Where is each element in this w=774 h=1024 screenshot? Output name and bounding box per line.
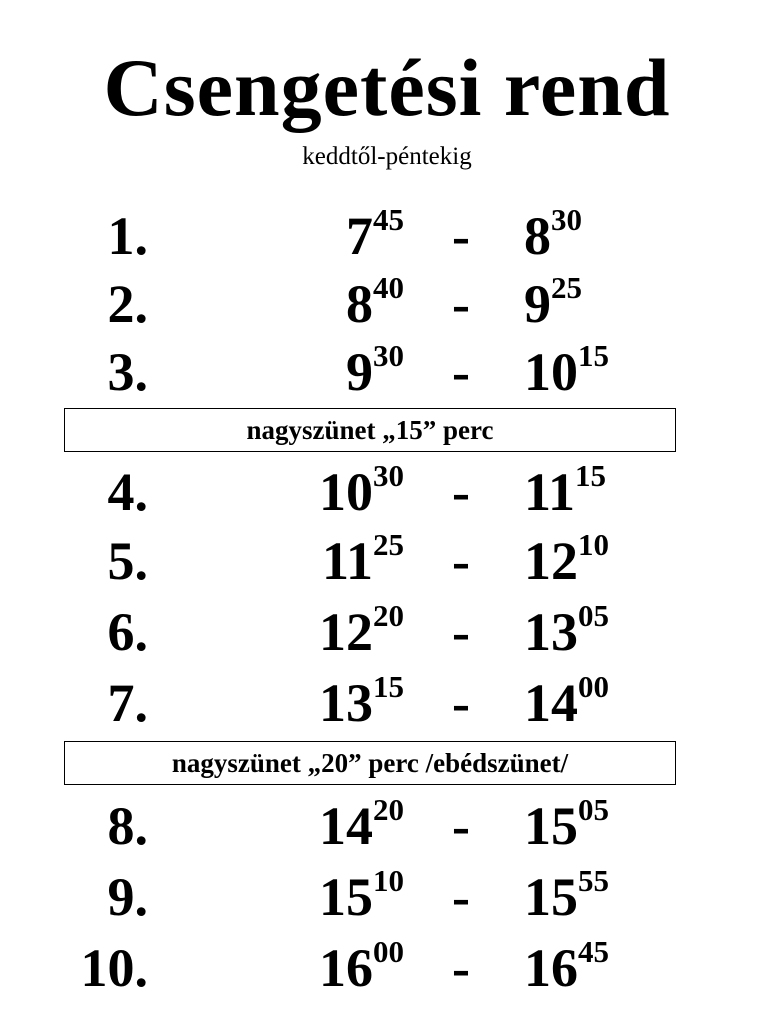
end-time: $15^{55}$ [524, 863, 609, 927]
time-separator: - [452, 602, 470, 662]
schedule-row [0, 337, 774, 407]
end-time: $12^{10}$ [524, 527, 609, 591]
period-number: 5. [107, 531, 148, 591]
start-time: $14^{20}$ [319, 792, 404, 856]
end-time: $13^{05}$ [524, 598, 609, 662]
start-time: $8^{40}$ [346, 270, 404, 334]
schedule-row [0, 526, 774, 596]
time-separator: - [452, 867, 470, 927]
period-number: 2. [107, 274, 148, 334]
break-notice-20-lunch: nagyszünet „20” perc /ebédszünet/ [64, 741, 676, 785]
time-separator: - [452, 531, 470, 591]
end-time: $8^{30}$ [524, 202, 582, 266]
period-number: 3. [107, 342, 148, 402]
period-number: 4. [107, 462, 148, 522]
schedule-row [0, 269, 774, 339]
start-time: $15^{10}$ [319, 863, 404, 927]
schedule-row [0, 457, 774, 527]
period-number: 9. [107, 867, 148, 927]
start-time: $13^{15}$ [319, 669, 404, 733]
page-title: Csengetési rend [103, 42, 671, 133]
period-number: 8. [107, 796, 148, 856]
time-separator: - [452, 673, 470, 733]
start-time: $10^{30}$ [319, 458, 404, 522]
schedule-row [0, 201, 774, 271]
start-time: $7^{45}$ [346, 202, 404, 266]
start-time: $12^{20}$ [319, 598, 404, 662]
time-separator: - [452, 206, 470, 266]
period-number: 1. [107, 206, 148, 266]
schedule-row [0, 597, 774, 667]
start-time: $11^{25}$ [321, 527, 404, 591]
start-time: $16^{00}$ [319, 934, 404, 998]
time-separator: - [452, 796, 470, 856]
start-time: $9^{30}$ [346, 338, 404, 402]
end-time: $11^{15}$ [524, 458, 607, 522]
break-notice-15: nagyszünet „15” perc [64, 408, 676, 452]
time-separator: - [452, 342, 470, 402]
time-separator: - [452, 274, 470, 334]
schedule-row [0, 668, 774, 738]
period-number: 10. [80, 938, 148, 998]
end-time: $10^{15}$ [524, 338, 609, 402]
end-time: $16^{45}$ [524, 934, 609, 998]
period-number: 6. [107, 602, 148, 662]
schedule-row [0, 933, 774, 1003]
time-separator: - [452, 462, 470, 522]
end-time: $14^{00}$ [524, 669, 609, 733]
schedule-row [0, 862, 774, 932]
page-subtitle: keddtől-péntekig [302, 143, 472, 170]
end-time: $15^{05}$ [524, 792, 609, 856]
period-number: 7. [107, 673, 148, 733]
schedule-row [0, 791, 774, 861]
time-separator: - [452, 938, 470, 998]
end-time: $9^{25}$ [524, 270, 582, 334]
